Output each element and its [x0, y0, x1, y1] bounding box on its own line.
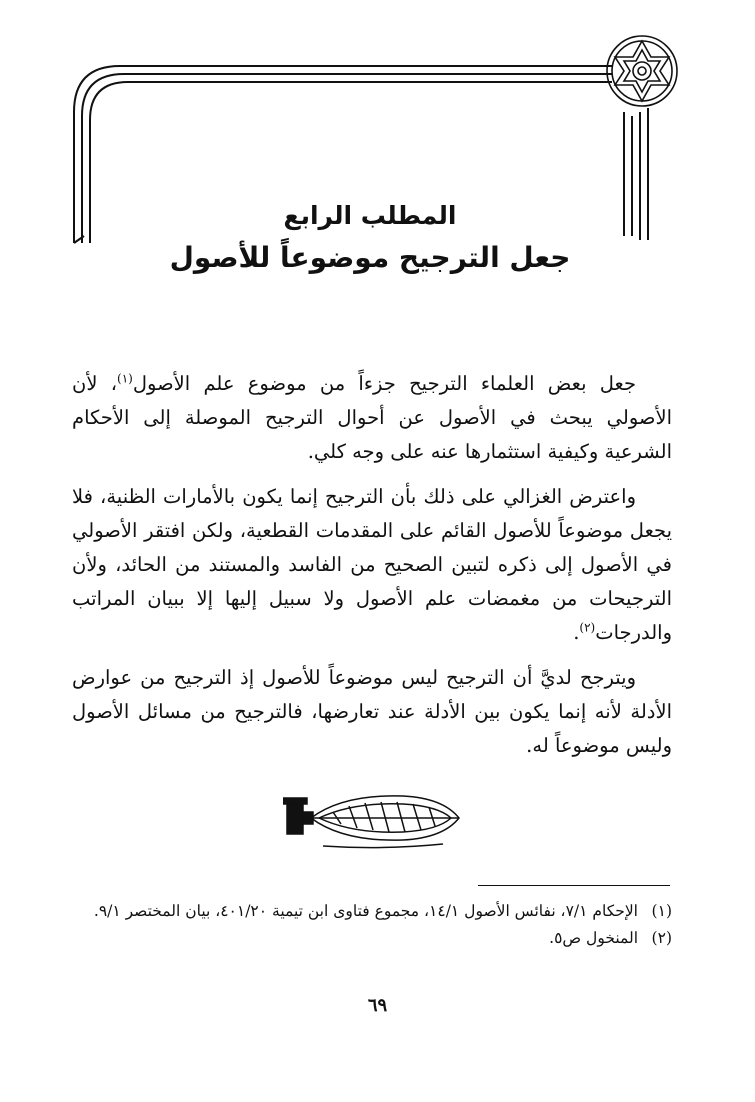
star-rosette-icon — [603, 32, 681, 110]
body-text — [72, 367, 672, 773]
paragraph-text: . — [573, 621, 580, 645]
chapter-heading — [120, 196, 620, 280]
paragraph — [72, 480, 672, 651]
footnote-item — [72, 925, 672, 952]
footnote-text: المنخول ص٥. — [549, 929, 638, 947]
footnote-number: (٢) — [651, 929, 672, 947]
section-title: جعل الترجيح موضوعاً للأصول — [169, 241, 571, 274]
footnote-ref: (٢) — [579, 620, 596, 635]
paragraph-text: ، لأن الأصولي يبحث في الأصول عن أحوال الترجيح الموصلة إلى الأحكام الشرعية وكيفية استثمارها عنه على وجه كلي. — [72, 372, 672, 464]
page-number: ٦٩ — [367, 995, 388, 1016]
paragraph — [72, 367, 672, 470]
paragraph-text: جعل بعض العلماء الترجيح جزءاً من موضوع علم الأصول — [132, 372, 636, 395]
footnote-ref: (١) — [117, 371, 133, 386]
paragraph-text: ويترجح لديَّ أن الترجيح ليس موضوعاً للأصول إذ الترجيح من عوارض الأدلة لأنه إنما يكون بين الأدلة عند تعارضها، فالترجيح من مسائل الأصول وليس موضوعاً له. — [72, 665, 672, 758]
section-subtitle: المطلب الرابع — [283, 201, 457, 230]
footnote-divider — [478, 885, 670, 886]
footnote-number: (١) — [651, 902, 672, 920]
paragraph — [72, 661, 672, 764]
footnote-item — [72, 898, 672, 925]
footnote-text: الإحكام ٧/١، نفائس الأصول ١٤/١، مجموع فتاوى ابن تيمية ٤٠١/٢٠، بيان المختصر ٩/١. — [93, 902, 638, 920]
paragraph-text: واعترض الغزالي على ذلك بأن الترجيح إنما يكون بالأمارات الظنية، فلا يجعل موضوعاً للأصول القائم على المقدمات القطعية، ولكن افتقر الأصولي في الأصول إلى ذكره لتبين الصحيح من الفاسد والمستند من الحائد، ولأن الترجيحات من مغمضات علم الأصول ولا سبيل إليها إلا ببيان المراتب والدرجات — [72, 484, 672, 645]
quill-ornament-icon — [283, 788, 463, 850]
footnotes — [72, 898, 672, 952]
